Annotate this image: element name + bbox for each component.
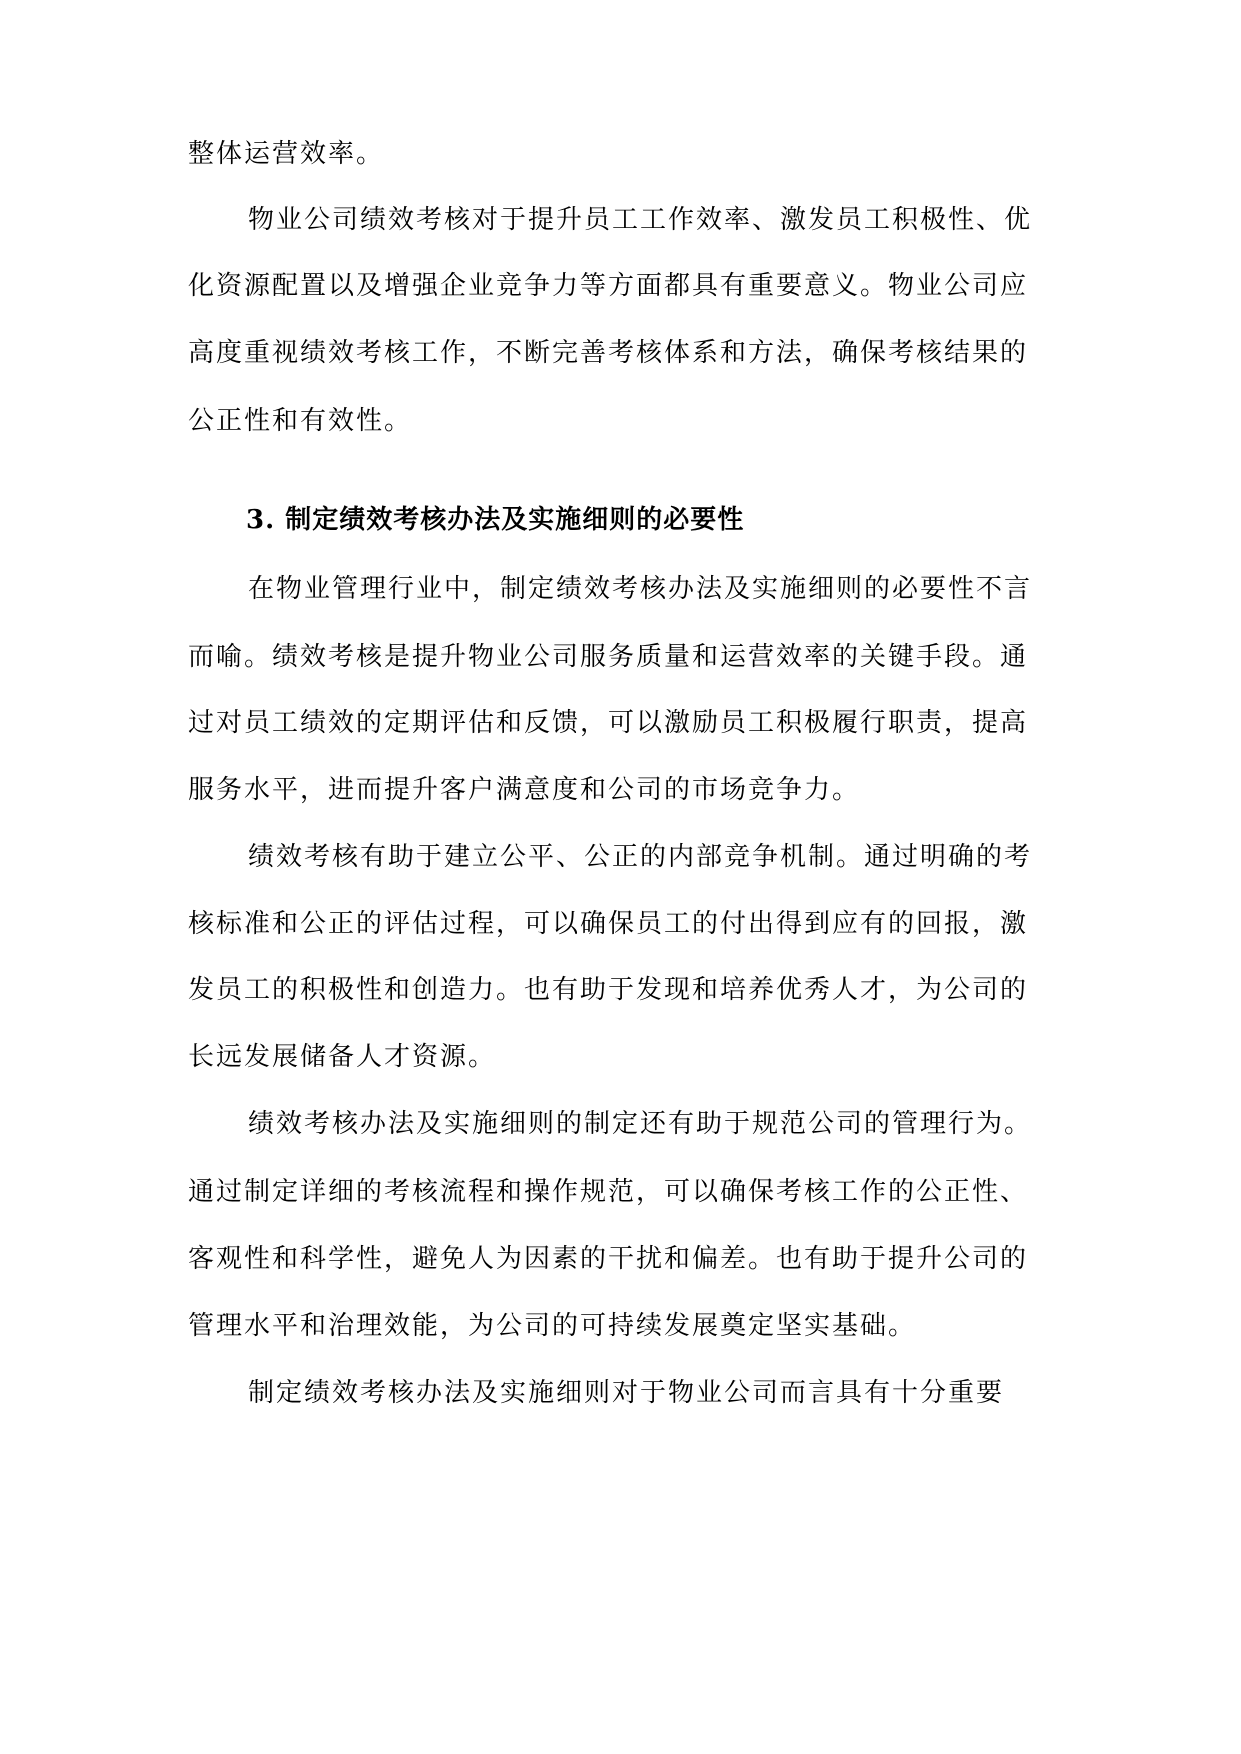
paragraph-line: 制定绩效考核办法及实施细则对于物业公司而言具有十分重要: [248, 1378, 1005, 1408]
paragraph-line: 化资源配置以及增强企业竞争力等方面都具有重要意义。物业公司应: [188, 271, 1029, 301]
paragraph-line: 物业公司绩效考核对于提升员工工作效率、激发员工积极性、优: [248, 205, 1033, 235]
paragraph-line: 绩效考核办法及实施细则的制定还有助于规范公司的管理行为。: [248, 1109, 1033, 1139]
paragraph-line: 而喻。绩效考核是提升物业公司服务质量和运营效率的关键手段。通: [188, 642, 1029, 672]
paragraph-line: 管理水平和治理效能，为公司的可持续发展奠定坚实基础。: [188, 1311, 917, 1341]
paragraph-line: 通过制定详细的考核流程和操作规范，可以确保考核工作的公正性、: [188, 1177, 1029, 1207]
paragraph-line: 绩效考核有助于建立公平、公正的内部竞争机制。通过明确的考: [248, 842, 1033, 872]
paragraph-line: 在物业管理行业中，制定绩效考核办法及实施细则的必要性不言: [248, 574, 1033, 604]
paragraph-line: 服务水平，进而提升客户满意度和公司的市场竞争力。: [188, 775, 861, 805]
paragraph-line: 发员工的积极性和创造力。也有助于发现和培养优秀人才，为公司的: [188, 975, 1029, 1005]
paragraph-line: 核标准和公正的评估过程，可以确保员工的付出得到应有的回报，激: [188, 909, 1029, 939]
paragraph-line: 长远发展储备人才资源。: [188, 1042, 497, 1072]
paragraph-line: 高度重视绩效考核工作，不断完善考核体系和方法，确保考核结果的: [188, 338, 1029, 368]
paragraph-line: 整体运营效率。: [188, 139, 385, 169]
paragraph-line: 过对员工绩效的定期评估和反馈，可以激励员工积极履行职责，提高: [188, 708, 1029, 738]
paragraph-line: 客观性和科学性，避免人为因素的干扰和偏差。也有助于提升公司的: [188, 1244, 1029, 1274]
section-heading: 3. 制定绩效考核办法及实施细则的必要性: [246, 505, 745, 535]
paragraph-line: 公正性和有效性。: [188, 406, 413, 436]
